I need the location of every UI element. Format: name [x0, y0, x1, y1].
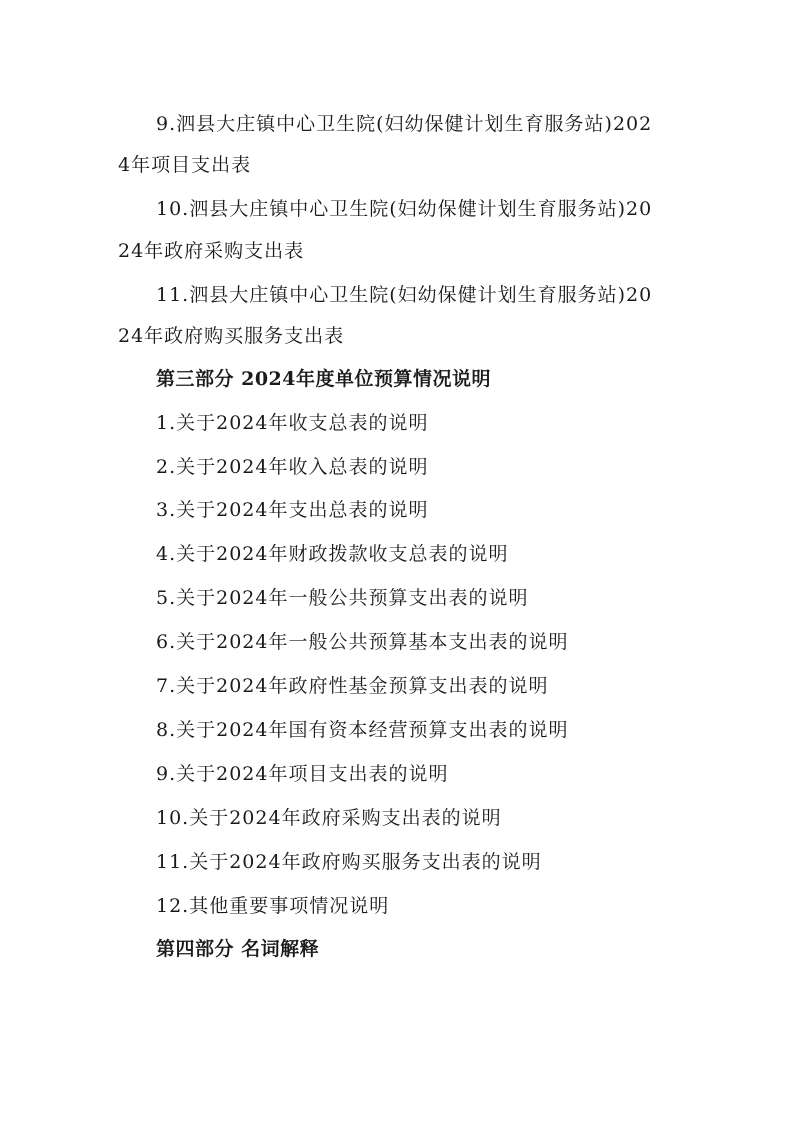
part3-item-11: 11.关于2024年政府购买服务支出表的说明	[156, 851, 542, 873]
part3-item-1: 1.关于2024年收支总表的说明	[156, 412, 429, 434]
part3-item-7: 7.关于2024年政府性基金预算支出表的说明	[156, 675, 549, 697]
toc-item-10-line1: 10.泗县大庄镇中心卫生院(妇幼保健计划生育服务站)20	[156, 198, 653, 220]
part3-item-8: 8.关于2024年国有资本经营预算支出表的说明	[156, 719, 569, 741]
toc-item-11-line2: 24年政府购买服务支出表	[118, 325, 345, 347]
part3-item-4: 4.关于2024年财政拨款收支总表的说明	[156, 543, 509, 565]
toc-item-9-line2: 4年项目支出表	[118, 154, 252, 176]
part4-heading: 第四部分 名词解释	[156, 938, 320, 960]
part3-item-10: 10.关于2024年政府采购支出表的说明	[156, 807, 502, 829]
part3-item-2: 2.关于2024年收入总表的说明	[156, 456, 429, 478]
toc-item-11-line1: 11.泗县大庄镇中心卫生院(妇幼保健计划生育服务站)20	[156, 284, 653, 306]
part3-item-3: 3.关于2024年支出总表的说明	[156, 499, 429, 521]
part3-item-12: 12.其他重要事项情况说明	[156, 895, 390, 917]
part3-heading: 第三部分 2024年度单位预算情况说明	[156, 368, 491, 390]
part3-item-9: 9.关于2024年项目支出表的说明	[156, 763, 449, 785]
part3-item-6: 6.关于2024年一般公共预算基本支出表的说明	[156, 631, 569, 653]
toc-item-9-line1: 9.泗县大庄镇中心卫生院(妇幼保健计划生育服务站)202	[156, 113, 653, 135]
toc-item-10-line2: 24年政府采购支出表	[118, 240, 305, 262]
part3-item-5: 5.关于2024年一般公共预算支出表的说明	[156, 587, 529, 609]
